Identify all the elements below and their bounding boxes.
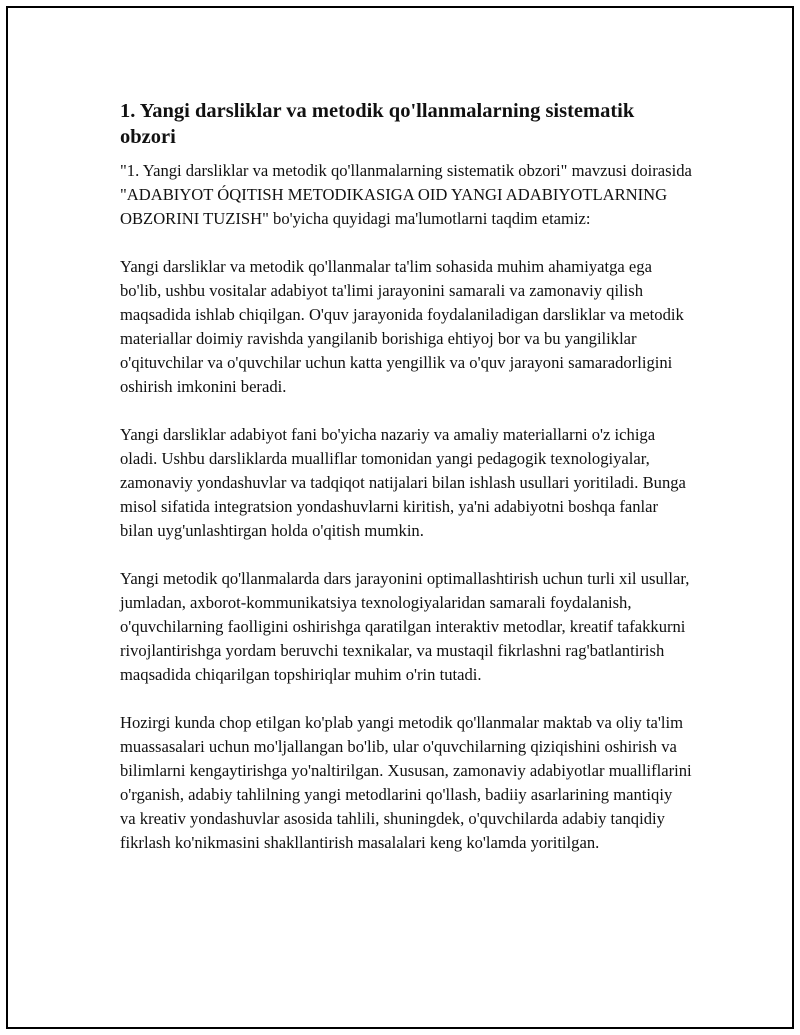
document-body [120,98,692,855]
document-title: 1. Yangi darsliklar va metodik qo'llanmalarning sistematik obzori [120,100,635,148]
body-paragraph-textbook-content: Yangi darsliklar adabiyot fani bo'yicha nazariy va amaliy materiallarni o'z ichiga oladi. Ushbu darsliklarda mualliflar tomonidan yangi pedagogik texnologiyalar, zamonaviy yondashuvlar va tadqiqot natijalari bilan ishlash usullari yoritiladi. Bunga misol sifatida integratsion yondashuvlarni kiritish, ya'ni adabiyotni boshqa fanlar bilan uyg'unlashtirgan holda o'qitish mumkin. [120,425,686,540]
body-paragraph-textbooks-importance: Yangi darsliklar va metodik qo'llanmalar ta'lim sohasida muhim ahamiyatga ega bo'lib, ushbu vositalar adabiyot ta'limi jarayonini samarali va zamonaviy qilish maqsadida ishlab chiqilgan. O'quv jarayonida foydalaniladigan darsliklar va metodik materiallar doimiy ravishda yangilanib borishiga ehtiyoj bor va bu yangiliklar o'qituvchilar va o'quvchilar uchun katta yengillik va o'quv jarayoni samaradorligini oshirish imkonini beradi. [120,257,684,396]
intro-paragraph: "1. Yangi darsliklar va metodik qo'llanmalarning sistematik obzori" mavzusi doirasida "ADABIYOT ÓQITISH METODIKASIGA OID YANGI ADABIYOTLARNING OBZORINI TUZISH" bo'yicha quyidagi ma'lumotlarni taqdim etamiz: [120,161,692,228]
page-frame [6,6,794,1029]
body-paragraph-current-publications: Hozirgi kunda chop etilgan ko'plab yangi metodik qo'llanmalar maktab va oliy ta'lim muassasalari uchun mo'ljallangan bo'lib, ular o'quvchilarning qiziqishini oshirish va bilimlarni kengaytirishga yo'naltirilgan. Xususan, zamonaviy adabiyotlar mualliflarini o'rganish, adabiy tahlilning yangi metodlarini qo'llash, badiiy asarlarining mantiqiy va kreativ yondashuvlar asosida tahlili, shuningdek, o'quvchilarda adabiy tanqidiy fikrlash ko'nikmasini shakllantirish masalalari keng ko'lamda yoritilgan. [120,713,692,852]
body-paragraph-methodical-guides: Yangi metodik qo'llanmalarda dars jarayonini optimallashtirish uchun turli xil usullar, jumladan, axborot-kommunikatsiya texnologiyalaridan samarali foydalanish, o'quvchilarning faolligini oshirishga qaratilgan interaktiv metodlar, kreatif tafakkurni rivojlantirishga yordam beruvchi texnikalar, va mustaqil fikrlashni rag'batlantirish maqsadida chiqarilgan topshiriqlar muhim o'rin tutadi. [120,569,690,684]
